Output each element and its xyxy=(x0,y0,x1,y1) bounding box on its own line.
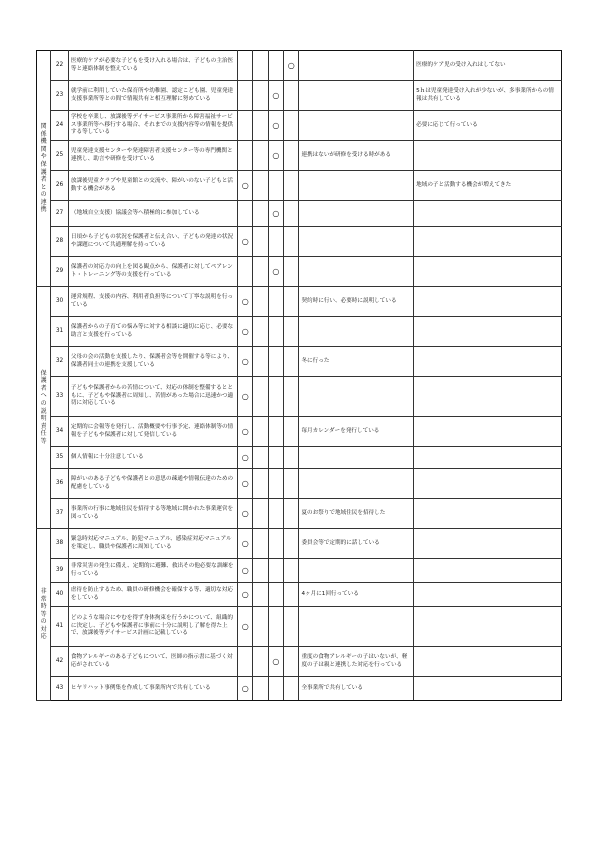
item-number: 24 xyxy=(51,111,69,141)
item-question: 父母の会の活動を支援したり、保護者会等を開催する等により、保護者同士の連携を支援している xyxy=(68,347,237,377)
item-question: 非常災害の発生に備え、定期的に避難、救出その他必要な訓練を行っている xyxy=(68,559,237,583)
table-row xyxy=(37,111,562,141)
item-question: 児童発達支援センターや発達障害者支援センター等の専門機関と連携し、助言や研修を受けている xyxy=(68,141,237,171)
table-row xyxy=(37,227,562,257)
item-question: 放課後児童クラブや児童館との交流や、障がいのない子どもと活動する機会がある xyxy=(68,171,237,201)
staff-comment xyxy=(299,111,414,141)
staff-comment xyxy=(299,201,414,227)
improvement-comment: 5ｈは児童発達受け入れが少ないが、多事業所からの情報は共有している xyxy=(414,81,562,111)
item-number: 36 xyxy=(51,469,69,499)
item-question: 日頃から子どもの状況を保護者と伝え合い、子どもの発達の状況や課題について共通理解を持っている xyxy=(68,227,237,257)
improvement-comment xyxy=(414,227,562,257)
item-question: 保護者からの子育ての悩み等に対する相談に適切に応じ、必要な助言と支援を行っている xyxy=(68,317,237,347)
answer-cell-3 xyxy=(268,227,283,257)
table-row xyxy=(37,287,562,317)
item-number: 37 xyxy=(51,499,69,529)
answer-cell-4 xyxy=(284,529,299,559)
answer-cell-4 xyxy=(284,257,299,287)
answer-cell-1 xyxy=(238,257,253,287)
check-mark: ○ xyxy=(272,656,280,666)
improvement-comment xyxy=(414,583,562,607)
improvement-comment xyxy=(414,287,562,317)
answer-cell-2 xyxy=(253,111,268,141)
answer-cell-3 xyxy=(268,677,283,701)
check-mark: ○ xyxy=(241,508,249,518)
answer-cell-1 xyxy=(238,111,253,141)
table-row xyxy=(37,347,562,377)
staff-comment xyxy=(299,257,414,287)
check-mark: ○ xyxy=(241,621,249,631)
item-number: 31 xyxy=(51,317,69,347)
item-number: 29 xyxy=(51,257,69,287)
answer-cell-3 xyxy=(268,201,283,227)
item-number: 34 xyxy=(51,417,69,447)
answer-cell-1 xyxy=(238,677,253,701)
answer-cell-3 xyxy=(268,469,283,499)
answer-cell-3 xyxy=(268,317,283,347)
answer-cell-2 xyxy=(253,447,268,469)
check-mark: ○ xyxy=(241,538,249,548)
check-mark: ○ xyxy=(272,90,280,100)
answer-cell-1 xyxy=(238,227,253,257)
answer-cell-4 xyxy=(284,201,299,227)
improvement-comment xyxy=(414,201,562,227)
check-mark: ○ xyxy=(241,426,249,436)
check-mark: ○ xyxy=(241,683,249,693)
answer-cell-1 xyxy=(238,469,253,499)
improvement-comment xyxy=(414,647,562,677)
evaluation-table xyxy=(36,50,562,701)
answer-cell-2 xyxy=(253,469,268,499)
staff-comment xyxy=(299,51,414,81)
table-row xyxy=(37,499,562,529)
staff-comment: 全事業所で共有している xyxy=(299,677,414,701)
answer-cell-1 xyxy=(238,287,253,317)
item-number: 28 xyxy=(51,227,69,257)
improvement-comment xyxy=(414,417,562,447)
table-row xyxy=(37,647,562,677)
check-mark: ○ xyxy=(241,236,249,246)
answer-cell-4 xyxy=(284,607,299,647)
item-number: 40 xyxy=(51,583,69,607)
staff-comment: 契約時に行い、必要時に説明している xyxy=(299,287,414,317)
answer-cell-1 xyxy=(238,201,253,227)
answer-cell-3 xyxy=(268,287,283,317)
item-question: ヒヤリハット事例集を作成して事業所内で共有している xyxy=(68,677,237,701)
check-mark: ○ xyxy=(241,391,249,401)
answer-cell-2 xyxy=(253,499,268,529)
answer-cell-2 xyxy=(253,347,268,377)
check-mark: ○ xyxy=(272,120,280,130)
staff-comment: 冬に行った xyxy=(299,347,414,377)
staff-comment xyxy=(299,227,414,257)
staff-comment: 4ヶ月に1回行っている xyxy=(299,583,414,607)
answer-cell-4 xyxy=(284,647,299,677)
evaluation-table-body xyxy=(37,51,562,701)
table-row xyxy=(37,559,562,583)
check-mark: ○ xyxy=(241,296,249,306)
answer-cell-1 xyxy=(238,377,253,417)
check-mark: ○ xyxy=(272,208,280,218)
answer-cell-2 xyxy=(253,287,268,317)
item-number: 27 xyxy=(51,201,69,227)
improvement-comment: 必要に応じて行っている xyxy=(414,111,562,141)
answer-cell-3 xyxy=(268,111,283,141)
answer-cell-2 xyxy=(253,583,268,607)
answer-cell-1 xyxy=(238,499,253,529)
table-row xyxy=(37,677,562,701)
check-mark: ○ xyxy=(241,356,249,366)
answer-cell-3 xyxy=(268,141,283,171)
item-question: 事業所の行事に地域住民を招待する等地域に開かれた事業運営を図っている xyxy=(68,499,237,529)
item-question: 定期的に会報等を発行し、活動概要や行事予定、連絡体制等の情報を子どもや保護者に対して発信している xyxy=(68,417,237,447)
answer-cell-3 xyxy=(268,583,283,607)
improvement-comment: 医療的ケア児の受け入れはしてない xyxy=(414,51,562,81)
answer-cell-4 xyxy=(284,317,299,347)
staff-comment xyxy=(299,377,414,417)
improvement-comment xyxy=(414,559,562,583)
section-title xyxy=(37,287,51,529)
answer-cell-1 xyxy=(238,447,253,469)
item-question: どのような場合にやむを得ず身体拘束を行うかについて、組織的に決定し、子どもや保護者に事前に十分に説明し了解を得た上で、放課後等デイサービス計画に記載している xyxy=(68,607,237,647)
check-mark: ○ xyxy=(241,452,249,462)
improvement-comment: 地域の子と活動する機会が増えてきた xyxy=(414,171,562,201)
improvement-comment xyxy=(414,607,562,647)
answer-cell-2 xyxy=(253,607,268,647)
item-question: 緊急時対応マニュアル、防犯マニュアル、感染症対応マニュアルを策定し、職員や保護者に周知している xyxy=(68,529,237,559)
check-mark: ○ xyxy=(241,589,249,599)
item-number: 22 xyxy=(51,51,69,81)
item-number: 23 xyxy=(51,81,69,111)
item-number: 38 xyxy=(51,529,69,559)
answer-cell-4 xyxy=(284,499,299,529)
improvement-comment xyxy=(414,377,562,417)
check-mark: ○ xyxy=(241,180,249,190)
answer-cell-3 xyxy=(268,447,283,469)
item-number: 26 xyxy=(51,171,69,201)
answer-cell-3 xyxy=(268,607,283,647)
staff-comment: 夏のお祭りで地域住民を招待した xyxy=(299,499,414,529)
answer-cell-1 xyxy=(238,51,253,81)
answer-cell-4 xyxy=(284,81,299,111)
answer-cell-2 xyxy=(253,317,268,347)
answer-cell-3 xyxy=(268,347,283,377)
table-row xyxy=(37,51,562,81)
improvement-comment xyxy=(414,469,562,499)
check-mark: ○ xyxy=(272,266,280,276)
table-row xyxy=(37,529,562,559)
answer-cell-1 xyxy=(238,529,253,559)
answer-cell-4 xyxy=(284,447,299,469)
section-title-text: 非常時等の対応 xyxy=(40,587,47,641)
answer-cell-4 xyxy=(284,677,299,701)
answer-cell-1 xyxy=(238,647,253,677)
check-mark: ○ xyxy=(287,60,295,70)
answer-cell-1 xyxy=(238,171,253,201)
answer-cell-3 xyxy=(268,559,283,583)
improvement-comment xyxy=(414,677,562,701)
staff-comment: 重度の食物アレルギーの子はいないが、軽度の子は親と連携した対応を行っている xyxy=(299,647,414,677)
answer-cell-4 xyxy=(284,583,299,607)
check-mark: ○ xyxy=(272,150,280,160)
improvement-comment xyxy=(414,347,562,377)
item-number: 25 xyxy=(51,141,69,171)
table-row xyxy=(37,417,562,447)
answer-cell-3 xyxy=(268,647,283,677)
section-title xyxy=(37,51,51,287)
table-row xyxy=(37,607,562,647)
item-question: 障がいのある子どもや保護者との意思の疎通や情報伝達のための配慮をしている xyxy=(68,469,237,499)
answer-cell-3 xyxy=(268,51,283,81)
answer-cell-1 xyxy=(238,347,253,377)
improvement-comment xyxy=(414,317,562,347)
item-number: 39 xyxy=(51,559,69,583)
check-mark: ○ xyxy=(241,326,249,336)
staff-comment xyxy=(299,447,414,469)
answer-cell-3 xyxy=(268,257,283,287)
item-number: 32 xyxy=(51,347,69,377)
answer-cell-1 xyxy=(238,81,253,111)
item-question: 個人情報に十分注意している xyxy=(68,447,237,469)
item-question: 学校を卒業し、放課後等デイサービス事業所から障害福祉サービス事業所等へ移行する場合、それまでの支援内容等の情報を提供する等している xyxy=(68,111,237,141)
improvement-comment xyxy=(414,447,562,469)
table-row xyxy=(37,257,562,287)
table-row xyxy=(37,141,562,171)
answer-cell-1 xyxy=(238,417,253,447)
table-row xyxy=(37,469,562,499)
answer-cell-4 xyxy=(284,141,299,171)
staff-comment xyxy=(299,607,414,647)
answer-cell-2 xyxy=(253,377,268,417)
staff-comment xyxy=(299,559,414,583)
item-question: 虐待を防止するため、職員の研修機会を確保する等、適切な対応をしている xyxy=(68,583,237,607)
improvement-comment xyxy=(414,499,562,529)
answer-cell-4 xyxy=(284,51,299,81)
answer-cell-2 xyxy=(253,677,268,701)
item-question: 食物アレルギーのある子どもについて、医師の指示書に基づく対応がされている xyxy=(68,647,237,677)
improvement-comment xyxy=(414,529,562,559)
staff-comment: 委員会等で定期的に話している xyxy=(299,529,414,559)
table-row xyxy=(37,317,562,347)
answer-cell-4 xyxy=(284,287,299,317)
table-row xyxy=(37,377,562,417)
answer-cell-2 xyxy=(253,81,268,111)
section-title-text: 保護者への説明責任等 xyxy=(40,369,47,445)
improvement-comment xyxy=(414,141,562,171)
table-row xyxy=(37,447,562,469)
section-title xyxy=(37,529,51,701)
answer-cell-4 xyxy=(284,347,299,377)
item-question: 子どもや保護者からの苦情について、対応の体制を整備するとともに、子どもや保護者に周知し、苦情があった場合に迅速かつ適切に対応している xyxy=(68,377,237,417)
item-number: 30 xyxy=(51,287,69,317)
answer-cell-2 xyxy=(253,51,268,81)
answer-cell-2 xyxy=(253,201,268,227)
staff-comment xyxy=(299,171,414,201)
answer-cell-3 xyxy=(268,171,283,201)
staff-comment xyxy=(299,317,414,347)
answer-cell-1 xyxy=(238,141,253,171)
check-mark: ○ xyxy=(241,478,249,488)
answer-cell-3 xyxy=(268,377,283,417)
staff-comment: 毎月カレンダーを発行している xyxy=(299,417,414,447)
item-number: 42 xyxy=(51,647,69,677)
answer-cell-3 xyxy=(268,529,283,559)
answer-cell-1 xyxy=(238,317,253,347)
item-question: 運営規程、支援の内容、利用者負担等について丁寧な説明を行っている xyxy=(68,287,237,317)
staff-comment xyxy=(299,469,414,499)
item-number: 41 xyxy=(51,607,69,647)
item-question: 就学前に利用していた保育所や幼稚園、認定こども園、児童発達支援事業所等との間で情報共有と相互理解に努めている xyxy=(68,81,237,111)
answer-cell-2 xyxy=(253,227,268,257)
answer-cell-1 xyxy=(238,607,253,647)
answer-cell-2 xyxy=(253,171,268,201)
answer-cell-3 xyxy=(268,417,283,447)
staff-comment xyxy=(299,81,414,111)
check-mark: ○ xyxy=(241,565,249,575)
improvement-comment xyxy=(414,257,562,287)
item-question: 医療的ケアが必要な子どもを受け入れる場合は、子どもの主治医等と連絡体制を整えている xyxy=(68,51,237,81)
item-number: 33 xyxy=(51,377,69,417)
item-number: 43 xyxy=(51,677,69,701)
table-row xyxy=(37,583,562,607)
answer-cell-1 xyxy=(238,559,253,583)
answer-cell-3 xyxy=(268,81,283,111)
answer-cell-2 xyxy=(253,141,268,171)
item-question: （地域自立支援）協議会等へ積極的に参加している xyxy=(68,201,237,227)
answer-cell-2 xyxy=(253,529,268,559)
staff-comment: 連携はないが研修を受ける時がある xyxy=(299,141,414,171)
answer-cell-1 xyxy=(238,583,253,607)
answer-cell-4 xyxy=(284,227,299,257)
table-row xyxy=(37,171,562,201)
item-number: 35 xyxy=(51,447,69,469)
table-row xyxy=(37,81,562,111)
answer-cell-4 xyxy=(284,111,299,141)
answer-cell-4 xyxy=(284,417,299,447)
item-question: 保護者の対応力の向上を図る観点から、保護者に対してペアレント・トレーニング等の支援を行っている xyxy=(68,257,237,287)
answer-cell-2 xyxy=(253,559,268,583)
answer-cell-4 xyxy=(284,171,299,201)
answer-cell-2 xyxy=(253,257,268,287)
answer-cell-2 xyxy=(253,647,268,677)
answer-cell-3 xyxy=(268,499,283,529)
answer-cell-4 xyxy=(284,377,299,417)
table-row xyxy=(37,201,562,227)
section-title-text: 関係機関や保護者との連携 xyxy=(40,122,47,214)
answer-cell-4 xyxy=(284,469,299,499)
answer-cell-4 xyxy=(284,559,299,583)
answer-cell-2 xyxy=(253,417,268,447)
